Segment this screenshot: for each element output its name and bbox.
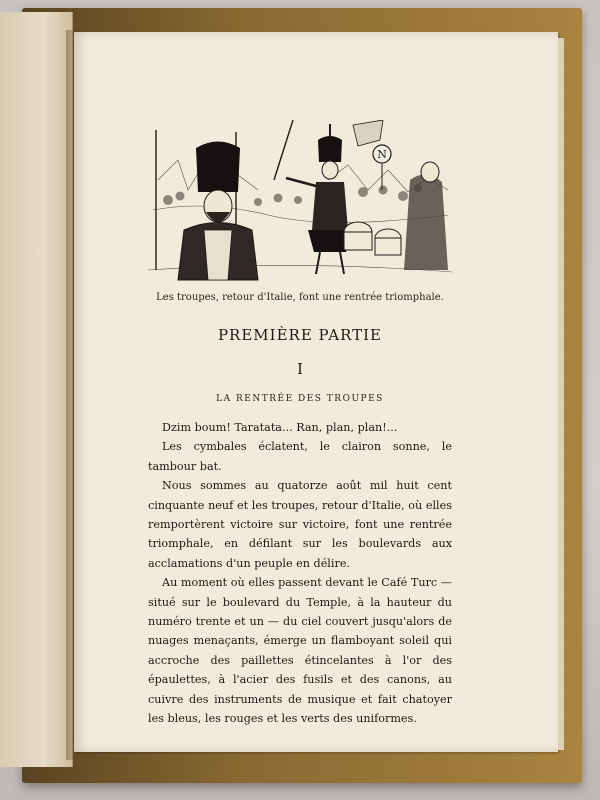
flag-letter: N <box>377 148 387 161</box>
paragraph: Au moment où elles passent devant le Café Turc — situé sur le boulevard du Temple, à la hauteur du numéro trente et un — du ciel couvert jusqu'alors de nuages menaçants, émerge un flamboyant soleil qui accroche des paillettes étincelantes à l'or des épaulettes, à l'acier des fusils et des canons, au cuivre des instruments de musique et fait chatoyer les bleus, les rouges et les verts des uniformes. <box>148 576 452 726</box>
flag-emblem <box>353 120 391 190</box>
grenadier-figure <box>178 142 258 281</box>
illustration-caption: Les troupes, retour d'Italie, font une rentrée triomphale. <box>156 292 444 303</box>
paragraph: Nous sommes au quatorze août mil huit cent cinquante neuf et les troupes, retour d'Italie, où elles remportèrent victoire sur victoire, font une rentrée triomphale, en défilant sur les boulevards aux acclamations d'un peuple en délire. <box>148 479 452 570</box>
right-figures <box>404 162 448 270</box>
paragraph: Les cymbales éclatent, le clairon sonne, le tambour bat. <box>148 440 452 473</box>
chapter-body <box>148 418 452 729</box>
illustration <box>148 120 452 282</box>
paragraph: Dzim boum! Taratata... Ran, plan, plan!... <box>162 421 398 434</box>
page-edges <box>558 38 564 750</box>
left-page <box>0 12 73 767</box>
chapter-number: I <box>297 360 303 378</box>
chapter-title: LA RENTRÉE DES TROUPES <box>216 394 384 404</box>
part-title: PREMIÈRE PARTIE <box>217 326 383 344</box>
drums <box>344 222 401 255</box>
